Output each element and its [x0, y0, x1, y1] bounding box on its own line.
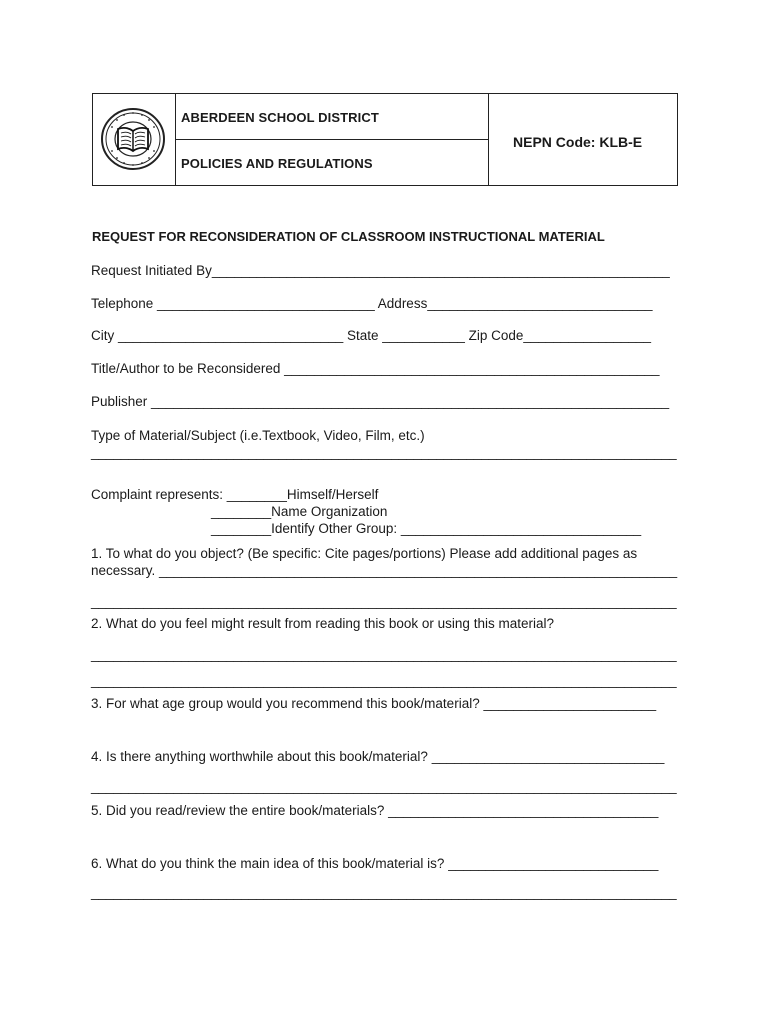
section-name: POLICIES AND REGULATIONS: [181, 156, 373, 171]
question-2-blank-1: ______________________________________________________________________________: [91, 647, 677, 662]
header-divider: [175, 139, 488, 140]
nepn-code: NEPN Code: KLB-E: [513, 134, 643, 150]
question-6-blank: ______________________________________________________________________________: [91, 885, 677, 900]
question-5: 5. Did you read/review the entire book/materials? ____________________________________: [91, 803, 659, 818]
complaint-option-himself: Complaint represents: ________Himself/Herself: [91, 487, 379, 502]
title-cell: [175, 94, 489, 185]
question-1-continued: necessary. _____________________________________________________________________: [91, 563, 678, 578]
complaint-option-organization: ________Name Organization: [91, 504, 388, 519]
question-3: 3. For what age group would you recommend this book/material? _______________________: [91, 696, 657, 711]
question-4-blank: ______________________________________________________________________________: [91, 779, 677, 794]
question-1: 1. To what do you object? (Be specific: Cite pages/portions) Please add additional pages as: [91, 546, 638, 561]
logo-cell: [93, 94, 176, 185]
request-initiated-by-line: Request Initiated By_____________________________________________________________: [91, 263, 670, 278]
material-type-label: Type of Material/Subject (i.e.Textbook, Video, Film, etc.): [91, 428, 425, 443]
telephone-address-line: Telephone _____________________________ Address______________________________: [91, 296, 653, 311]
title-author-line: Title/Author to be Reconsidered __________________________________________________: [91, 361, 660, 376]
document-header: [92, 93, 678, 186]
complaint-option-other-group: ________Identify Other Group: ________________________________: [91, 521, 642, 536]
question-6: 6. What do you think the main idea of this book/material is? ____________________________: [91, 856, 659, 871]
district-name: ABERDEEN SCHOOL DISTRICT: [181, 110, 379, 125]
question-2-blank-2: ______________________________________________________________________________: [91, 673, 677, 688]
publisher-line: Publisher _____________________________________________________________________: [91, 394, 670, 409]
question-2: 2. What do you feel might result from reading this book or using this material?: [91, 616, 554, 631]
question-1-blank: ______________________________________________________________________________: [91, 594, 677, 609]
question-4: 4. Is there anything worthwhile about this book/material? _______________________________: [91, 749, 665, 764]
city-state-zip-line: City ______________________________ State ___________ Zip Code_________________: [91, 328, 652, 343]
material-type-blank: ______________________________________________________________________________: [91, 445, 677, 460]
form-title: REQUEST FOR RECONSIDERATION OF CLASSROOM INSTRUCTIONAL MATERIAL: [92, 229, 605, 244]
district-seal-icon: [100, 107, 166, 171]
